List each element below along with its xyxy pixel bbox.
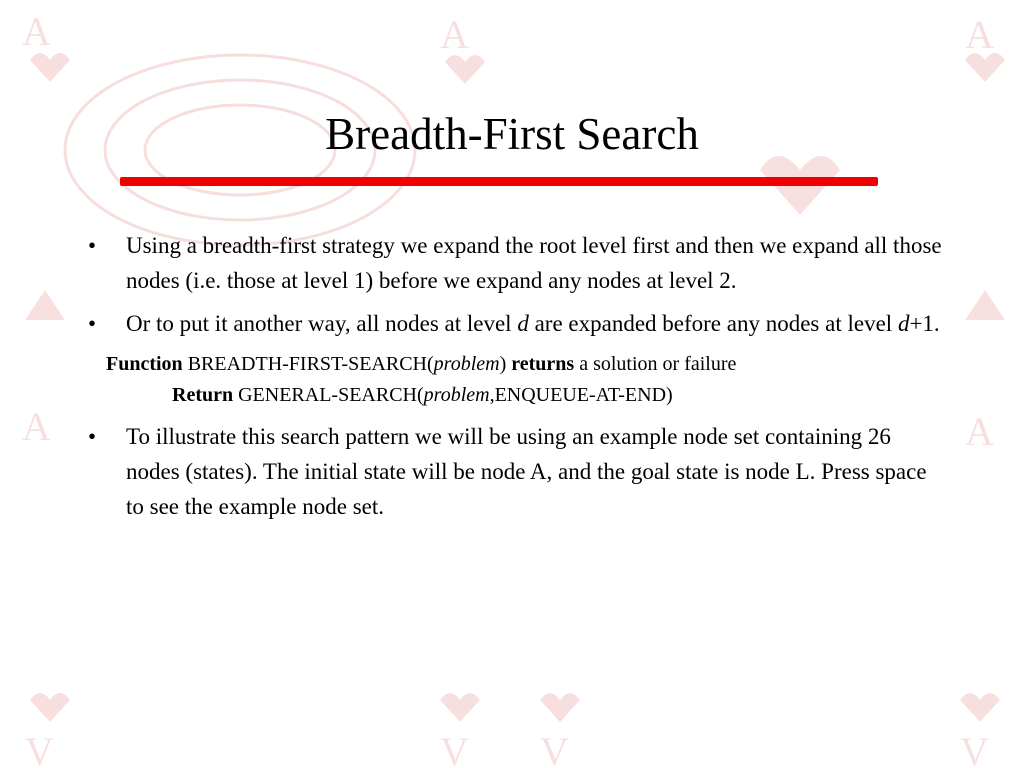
svg-text:V: V [25,729,54,768]
returns-text: a solution or failure [574,353,737,375]
svg-text:V: V [960,729,989,768]
argument-problem: problem [433,353,500,375]
bullet-text-part: +1. [909,311,940,336]
svg-text:A: A [22,404,51,449]
bullet-marker: • [88,233,97,258]
bullet-text-part: are expanded before any nodes at level [528,311,898,336]
title-underline [120,177,878,186]
svg-text:A: A [440,12,469,57]
svg-text:V: V [440,729,469,768]
pseudocode-return-line [172,380,946,411]
bullet-text: To illustrate this search pattern we will be using an example node set containing 26 nodes (states). The initial state will be node A, and the goal state is node L. Press space to see the example node set. [126,424,927,519]
svg-text:A: A [965,409,994,454]
call-tail: ,ENQUEUE-AT-END) [489,384,673,406]
slide-title: Breadth-First Search [325,109,699,159]
bullet-text-part: Or to put it another way, all nodes at level [126,311,518,336]
bullet-item-3 [86,419,946,524]
variable-d: d [517,311,529,336]
bullet-text: Using a breadth-first strategy we expand the root level first and then we expand all those nodes (i.e. those at level 1) before we expand any nodes at level 2. [126,233,942,293]
argument-problem: problem [423,384,490,406]
pseudocode-function-line [53,349,946,380]
bullet-marker: • [88,311,97,336]
variable-d: d [897,311,910,336]
function-name: BREADTH-FIRST-SEARCH( [182,353,434,375]
bullet-item-2 [86,306,946,341]
bullet-item-1 [86,228,946,298]
keyword-return: Return [172,384,234,406]
svg-text:A: A [965,12,994,57]
svg-text:A: A [22,9,51,54]
call-name: GENERAL-SEARCH( [233,384,424,406]
keyword-returns: returns [511,353,575,375]
bullet-marker: • [88,424,97,449]
keyword-function: Function [106,353,183,375]
svg-text:V: V [540,729,569,768]
slide-content [86,228,946,532]
close-paren: ) [499,353,507,375]
